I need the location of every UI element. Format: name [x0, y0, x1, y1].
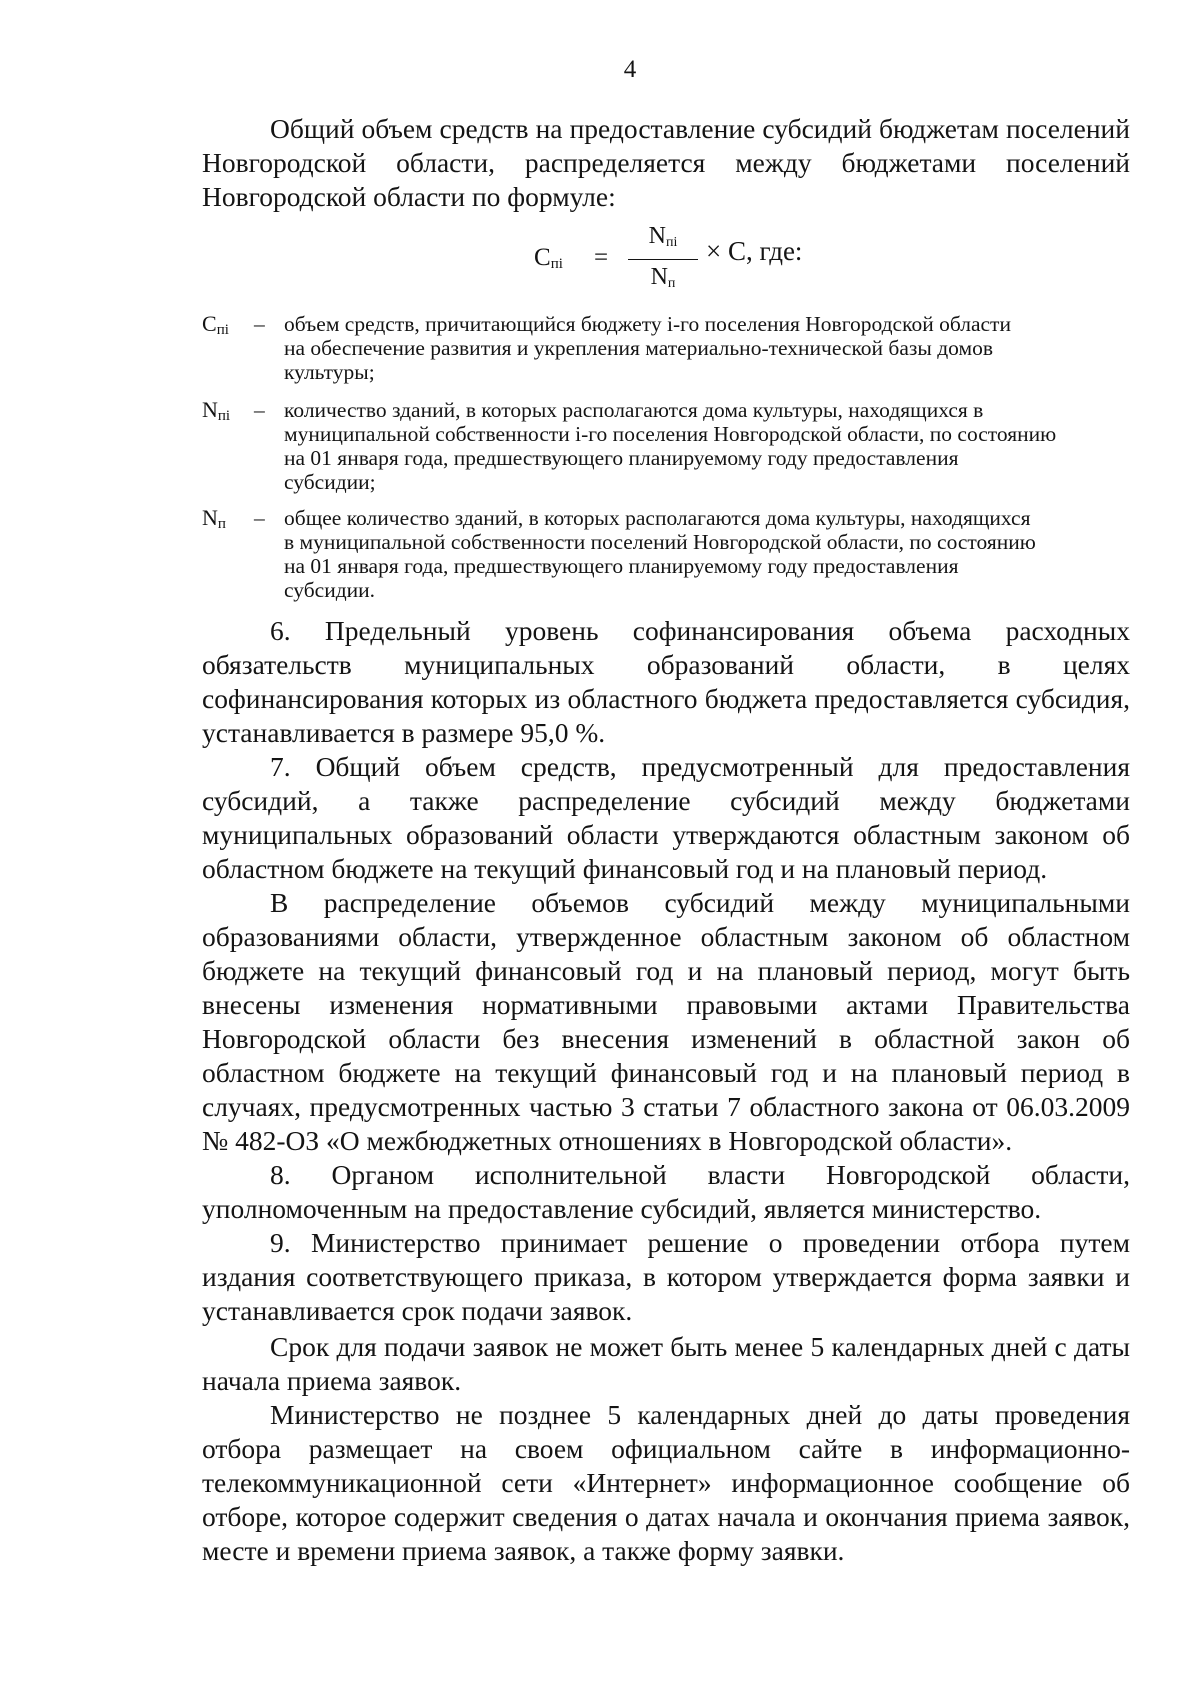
paragraph-9: 9. Министерство принимает решение о проведении отбора путем издания соответствующего приказа, в котором утверждается форма заявки и устанавливается срок подачи заявок.	[202, 1227, 1130, 1326]
page-number: 4	[623, 56, 637, 83]
definition-line: муниципальной собственности i-го поселения Новгородской области, по состоянию	[284, 422, 1057, 446]
definition-term: $N_п$	[202, 505, 226, 532]
definition-line: субсидии;	[284, 470, 376, 494]
definition-term: $C_{пi}$	[202, 311, 229, 338]
definition-text	[284, 506, 1124, 602]
formula-lhs: $C_{пi}$	[534, 244, 563, 272]
formula-numerator: $N_{пi}$	[628, 222, 698, 260]
definition-line: количество зданий, в которых располагаются дома культуры, находящихся в	[284, 398, 984, 422]
definition-line: на обеспечение развития и укрепления материально-технической базы домов	[284, 336, 994, 360]
intro-paragraph: Общий объем средств на предоставление субсидий бюджетам поселений Новгородской области, распределяется между бюджетами поселений Новгородской области по формуле:	[202, 113, 1130, 212]
definition-line: объем средств, причитающийся бюджету i-го поселения Новгородской области	[284, 312, 1011, 336]
distribution-formula	[534, 222, 954, 292]
definition-line: на 01 января года, предшествующего планируемому году предоставления	[284, 446, 959, 470]
definition-term: $N_{пi}$	[202, 397, 231, 424]
paragraph-6: 6. Предельный уровень софинансирования объема расходных обязательств муниципальных образований области, в целях софинансирования которых из областного бюджета предоставляется субсидия, устанавливается в размере 95,0 %.	[202, 615, 1130, 748]
paragraph-7: 7. Общий объем средств, предусмотренный для предоставления субсидий, а также распределение субсидий между бюджетами муниципальных образований области утверждаются областным законом об областном бюджете на текущий финансовый год и на плановый период.	[202, 751, 1130, 884]
formula-fraction	[628, 222, 698, 299]
definition-text	[284, 398, 1124, 494]
definition-dash: –	[254, 398, 265, 422]
formula-denominator: $N_п$	[650, 264, 676, 291]
paragraph-8: 8. Органом исполнительной власти Новгородской области, уполномоченным на предоставление субсидий, является министерство.	[202, 1159, 1130, 1224]
paragraph-deadline: Срок для подачи заявок не может быть менее 5 календарных дней с даты начала приема заявок.	[202, 1331, 1130, 1396]
definition-item	[202, 312, 1142, 388]
definition-dash: –	[254, 506, 265, 530]
definition-text	[284, 312, 1124, 384]
definition-item	[202, 398, 1142, 498]
paragraph-7-amendments: В распределение объемов субсидий между муниципальными образованиями области, утвержденное областным законом об областном бюджете на текущий финансовый год и на плановый период, могут быть внесены изменения нормативными правовыми актами Правительства Новгородской области без внесения изменений в областной закон об областном бюджете на текущий финансовый год и на плановый период в случаях, предусмотренных частью 3 статьи 7 областного закона от 06.03.2009 № 482-ОЗ «О межбюджетных отношениях в Новгородской области».	[202, 887, 1130, 1156]
definition-line: в муниципальной собственности поселений Новгородской области, по состоянию	[284, 530, 1036, 554]
paragraph-announcement: Министерство не позднее 5 календарных дней до даты проведения отбора размещает на своем официальном сайте в информационно-телекоммуникационной сети «Интернет» информационное сообщение об отборе, которое содержит сведения о датах начала и окончания приема заявок, месте и времени приема заявок, а также форму заявки.	[202, 1399, 1130, 1566]
definition-line: культуры;	[284, 360, 375, 384]
definition-line: субсидии.	[284, 578, 376, 602]
definition-line: общее количество зданий, в которых располагаются дома культуры, находящихся	[284, 506, 1031, 530]
formula-equals: =	[594, 244, 609, 271]
definition-line: на 01 января года, предшествующего планируемому году предоставления	[284, 554, 959, 578]
definition-dash: –	[254, 312, 265, 336]
definition-item	[202, 506, 1142, 606]
formula-tail: × C, где:	[706, 236, 803, 266]
